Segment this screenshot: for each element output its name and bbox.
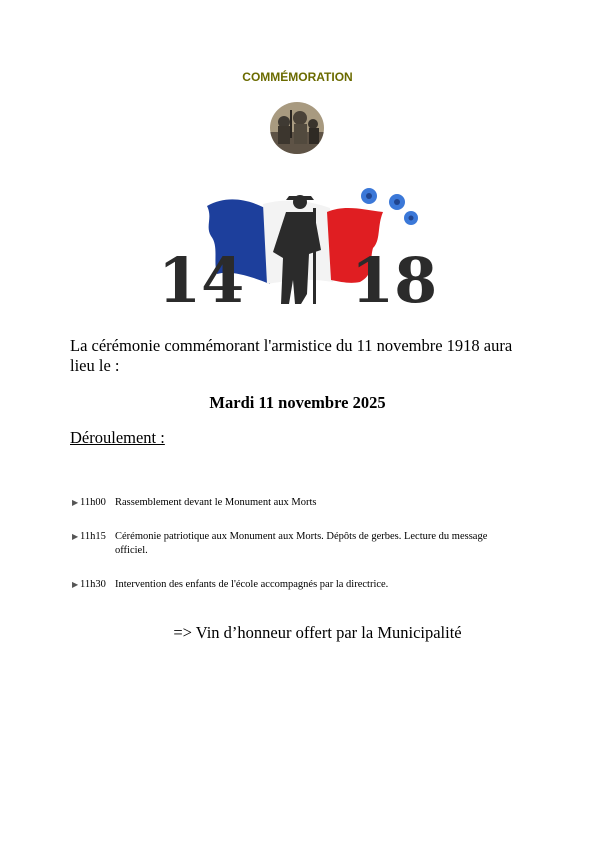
closing-note: => Vin d’honneur offert par la Municipalité (173, 623, 462, 642)
ceremony-date: Mardi 11 novembre 2025 (209, 393, 386, 412)
section-title: Déroulement : (70, 428, 165, 447)
centenary-banner (155, 182, 445, 312)
item-time: 11h00 (80, 497, 106, 508)
cornflower-icon (404, 211, 418, 225)
year-1914-text: 14 (158, 244, 245, 312)
intro-text: La cérémonie commémorant l'armistice du 11 novembre 1918 aura lieu le : (70, 336, 513, 375)
item-time: 11h30 (80, 579, 106, 590)
triangle-right-icon: ▶ (72, 498, 79, 507)
item-text: Rassemblement devant le Monument aux Morts (115, 497, 317, 508)
cornflower-icon (389, 194, 405, 210)
page-title: COMMÉMORATION (242, 70, 353, 84)
list-item (72, 530, 512, 558)
soldiers-photo (270, 102, 324, 154)
list-item (72, 578, 512, 592)
triangle-right-icon: ▶ (72, 580, 79, 589)
list-item (72, 496, 512, 510)
year-1918-text: 18 (351, 244, 438, 312)
item-text: Intervention des enfants de l'école accompagnés par la directrice. (115, 579, 389, 590)
schedule-list (72, 496, 512, 612)
item-time: 11h15 (80, 531, 106, 542)
item-text: Cérémonie patriotique aux Monument aux Morts. Dépôts de gerbes. Lecture du message officiel. (115, 531, 488, 556)
triangle-right-icon: ▶ (72, 532, 79, 541)
cornflower-icon (361, 188, 377, 204)
